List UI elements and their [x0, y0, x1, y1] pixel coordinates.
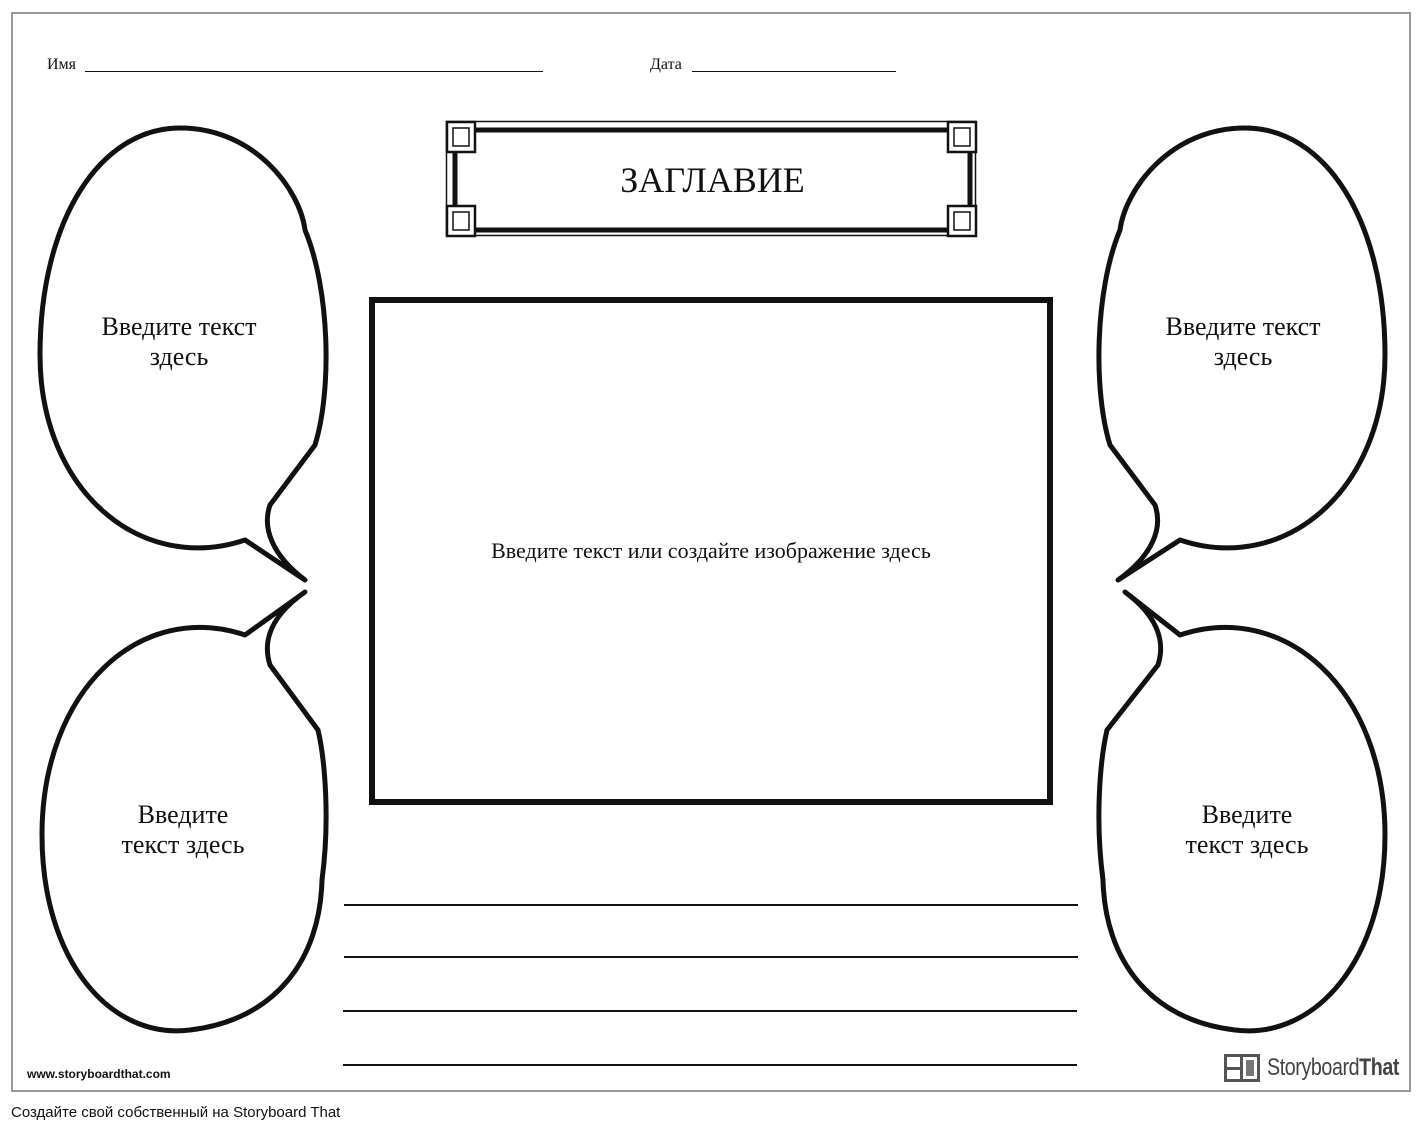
bubble-text-line: здесь	[149, 342, 209, 371]
brand-name	[1267, 1054, 1399, 1082]
brand-name-bold: That	[1359, 1054, 1400, 1081]
date-label: Дата	[650, 56, 682, 73]
bubble-text-line: Введите	[1201, 800, 1293, 829]
bubble-text-top-right[interactable]	[1138, 312, 1348, 372]
bubble-text-line: здесь	[1213, 342, 1273, 371]
writing-line-3[interactable]	[343, 1010, 1077, 1012]
create-your-own-caption[interactable]: Создайте свой собственный на Storyboard That	[11, 1104, 341, 1121]
bubble-text-line: Введите	[137, 800, 229, 829]
bubble-text-top-left[interactable]	[74, 312, 284, 372]
bubble-text-line: Введите текст	[1165, 312, 1321, 341]
bubble-text-line: текст здесь	[1185, 830, 1309, 859]
footer-url[interactable]: www.storyboardthat.com	[27, 1067, 171, 1081]
writing-line-2[interactable]	[344, 956, 1078, 958]
writing-line-1[interactable]	[344, 904, 1078, 906]
storyboard-logo-icon	[1223, 1053, 1261, 1083]
bubble-text-line: Введите текст	[101, 312, 257, 341]
bubble-text-line: текст здесь	[121, 830, 245, 859]
writing-line-4[interactable]	[343, 1064, 1077, 1066]
name-label: Имя	[47, 56, 77, 73]
storyboardthat-logo[interactable]	[1223, 1052, 1425, 1084]
bubble-text-bottom-right[interactable]	[1142, 800, 1352, 860]
bubble-text-bottom-left[interactable]	[78, 800, 288, 860]
main-box-text: Введите текст или создайте изображение здесь	[491, 538, 931, 563]
brand-name-light: Storyboard	[1267, 1054, 1360, 1081]
worksheet-title[interactable]: ЗАГЛАВИЕ	[620, 160, 805, 200]
